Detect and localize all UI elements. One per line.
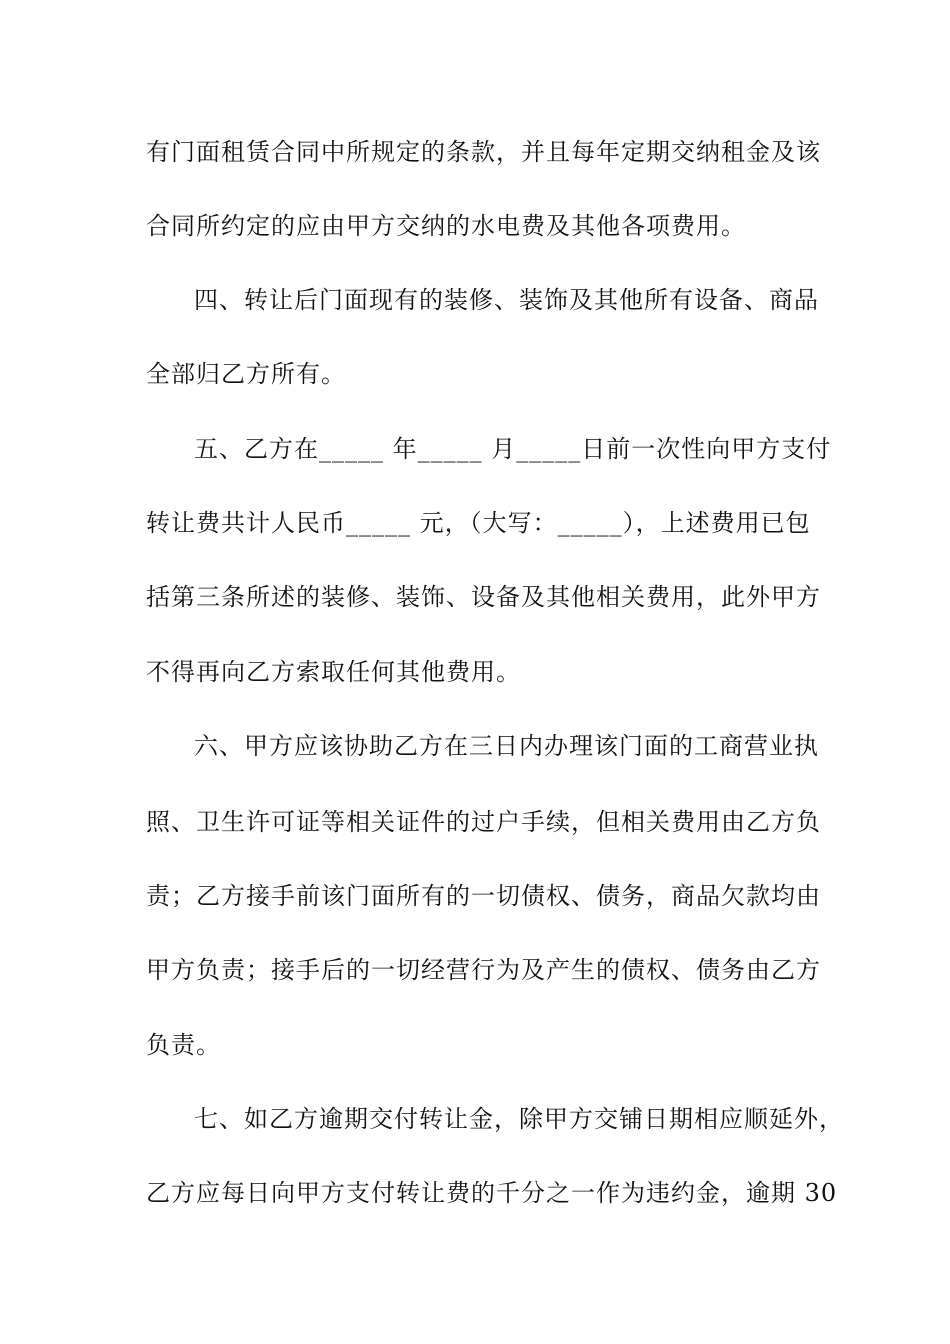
text-line: 有门面租赁合同中所规定的条款，并且每年定期交纳租金及该	[146, 138, 821, 166]
text-line: 合同所约定的应由甲方交纳的水电费及其他各项费用。	[146, 212, 746, 240]
text-line: 括第三条所述的装修、装饰、设备及其他相关费用，此外甲方	[146, 583, 821, 611]
text-line: 不得再向乙方索取任何其他费用。	[146, 658, 521, 686]
text-line: 甲方负责；接手后的一切经营行为及产生的债权、债务由乙方	[146, 956, 821, 984]
text-line: 转让费共计人民币_____ 元，（大写：_____），上述费用已包	[146, 509, 811, 537]
text-line: 照、卫生许可证等相关证件的过户手续，但相关费用由乙方负	[146, 808, 821, 836]
paragraph-seven-start: 七、如乙方逾期交付转让金，除甲方交铺日期相应顺延外，	[194, 1105, 844, 1133]
text-line: 负责。	[146, 1031, 221, 1059]
paragraph-five-start: 五、乙方在_____ 年_____ 月_____日前一次性向甲方支付	[194, 435, 832, 463]
text-line: 全部归乙方所有。	[146, 360, 346, 388]
text-line: 乙方应每日向甲方支付转让费的千分之一作为违约金，逾期 30	[146, 1179, 838, 1207]
paragraph-four-start: 四、转让后门面现有的装修、装饰及其他所有设备、商品	[194, 286, 819, 314]
paragraph-six-start: 六、甲方应该协助乙方在三日内办理该门面的工商营业执	[194, 732, 819, 760]
text-line: 责；乙方接手前该门面所有的一切债权、债务，商品欠款均由	[146, 882, 821, 910]
